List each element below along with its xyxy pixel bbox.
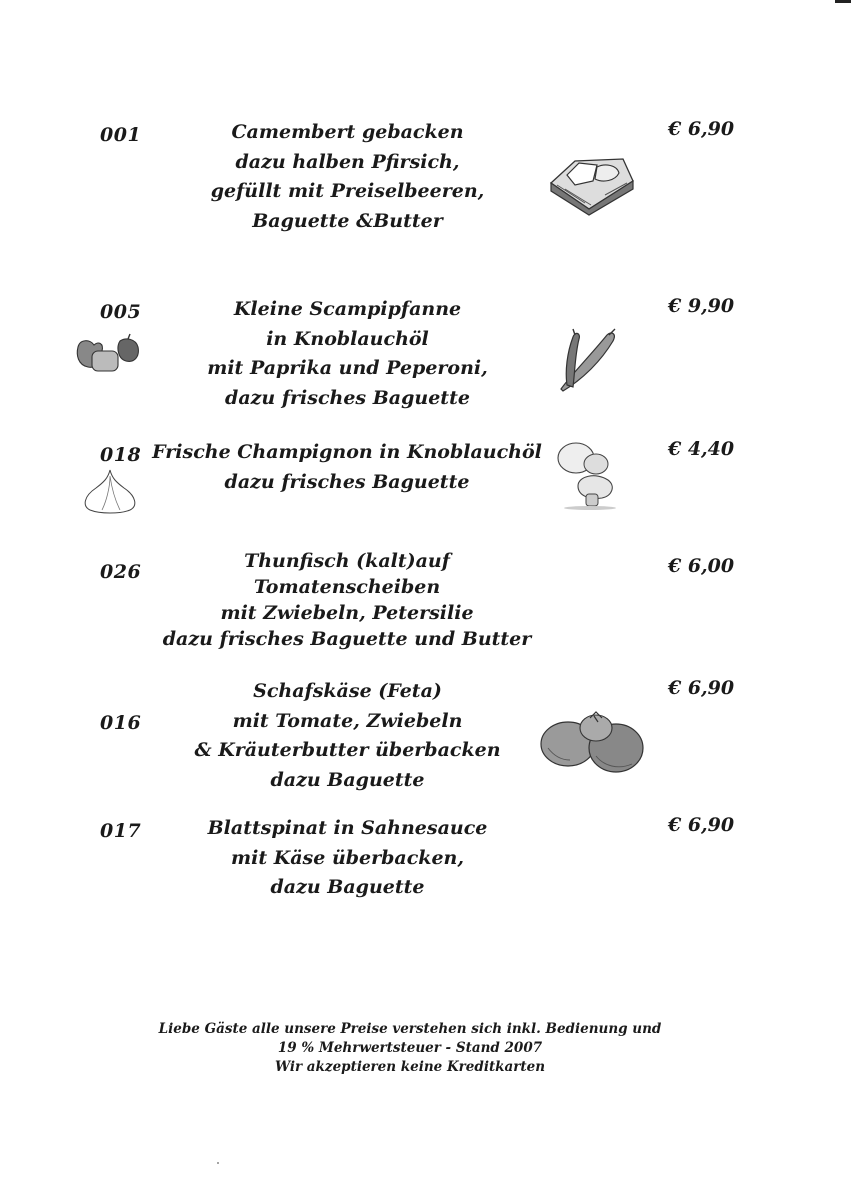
scan-speck bbox=[217, 1162, 219, 1164]
item-price: € 6,00 bbox=[668, 555, 735, 577]
chili-peppers-icon bbox=[553, 327, 623, 393]
item-description bbox=[150, 118, 545, 236]
description-line: dazu Baguette bbox=[270, 876, 425, 898]
tomatoes-icon bbox=[538, 708, 646, 780]
scan-edge-mark bbox=[835, 0, 851, 3]
footer-line: 19 % Mehrwertsteuer - Stand 2007 bbox=[277, 1040, 543, 1056]
item-description bbox=[122, 548, 572, 652]
item-description bbox=[150, 814, 545, 903]
description-line: Kleine Scampipfanne bbox=[233, 298, 462, 320]
bell-peppers-icon bbox=[74, 333, 142, 375]
description-line: dazu frisches Baguette bbox=[225, 386, 470, 409]
description-line: mit Paprika und Peperoni, bbox=[207, 357, 488, 379]
description-line: Blattspinat in Sahnesauce bbox=[207, 817, 488, 839]
description-line: mit Zwiebeln, Petersilie bbox=[220, 602, 474, 624]
cheese-wedge-icon bbox=[545, 155, 635, 217]
description-line: in Knoblauchöl bbox=[266, 327, 429, 350]
menu-footer-note bbox=[140, 1020, 680, 1077]
description-line: mit Tomate, Zwiebeln bbox=[232, 709, 463, 732]
description-line: Tomatenscheiben bbox=[253, 576, 441, 598]
item-price: € 9,90 bbox=[668, 295, 735, 317]
item-number: 001 bbox=[100, 124, 142, 146]
description-line: dazu halben Pfirsich, bbox=[235, 150, 460, 173]
item-description bbox=[122, 438, 572, 497]
item-number: 017 bbox=[100, 820, 142, 842]
description-line: Camembert gebacken bbox=[231, 121, 464, 143]
description-line: Schafskäse (Feta) bbox=[253, 680, 442, 702]
item-number: 005 bbox=[100, 301, 142, 323]
description-line: dazu frisches Baguette und Butter bbox=[162, 628, 532, 650]
mushrooms-icon bbox=[550, 440, 622, 510]
description-line: dazu Baguette bbox=[270, 768, 425, 791]
item-number: 016 bbox=[100, 712, 142, 734]
description-line: Frische Champignon in Knoblauchöl bbox=[152, 441, 542, 463]
description-line: & Kräuterbutter überbacken bbox=[194, 739, 501, 761]
item-description bbox=[150, 295, 545, 413]
description-line: mit Käse überbacken, bbox=[231, 846, 464, 869]
description-line: gefüllt mit Preiselbeeren, bbox=[210, 180, 485, 202]
item-price: € 4,40 bbox=[668, 438, 735, 460]
description-line: Baguette &Butter bbox=[252, 209, 443, 232]
item-number: 026 bbox=[100, 561, 142, 583]
item-price: € 6,90 bbox=[668, 677, 735, 699]
footer-line: Wir akzeptieren keine Kreditkarten bbox=[274, 1059, 546, 1075]
item-description bbox=[150, 677, 545, 795]
description-line: Thunfisch (kalt)auf bbox=[244, 550, 450, 572]
footer-line: Liebe Gäste alle unsere Preise verstehen sich inkl. Bedienung und bbox=[158, 1021, 662, 1037]
item-price: € 6,90 bbox=[668, 814, 735, 836]
garlic-icon bbox=[80, 468, 140, 514]
item-price: € 6,90 bbox=[668, 118, 735, 140]
description-line: dazu frisches Baguette bbox=[224, 470, 470, 493]
item-number: 018 bbox=[100, 444, 142, 466]
